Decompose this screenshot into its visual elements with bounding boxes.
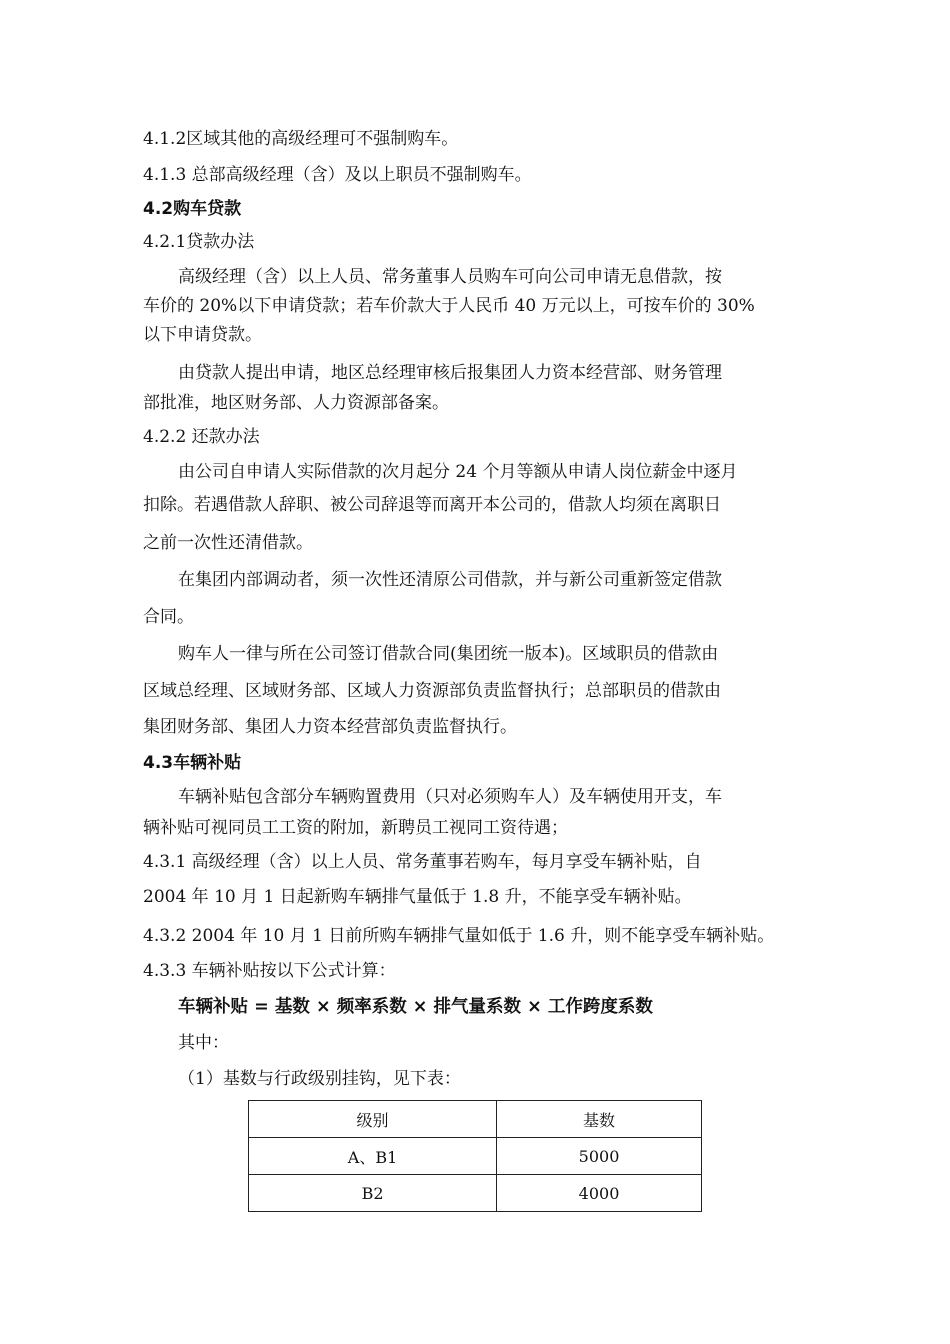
paragraph-text: 车辆补贴包含部分车辆购置费用（只对必须购车人）及车辆使用开支，车	[178, 787, 722, 807]
table-row	[249, 1138, 702, 1175]
paragraph-text: 高级经理（含）以上人员、常务董事人员购车可向公司申请无息借款，按	[178, 267, 722, 287]
formula: 车辆补贴 = 基数 × 频率系数 × 排气量系数 × 工作跨度系数	[178, 997, 653, 1017]
paragraph-text: 以下申请贷款。	[143, 325, 262, 345]
table-cell: A、B1	[249, 1138, 497, 1175]
grade-base-table	[248, 1100, 702, 1212]
table-row	[249, 1175, 702, 1212]
clause-4-3-1: 4.3.1 高级经理（含）以上人员、常务董事若购车，每月享受车辆补贴，自	[143, 852, 702, 872]
paragraph-text: 由公司自申请人实际借款的次月起分 24 个月等额从申请人岗位薪金中逐月	[178, 462, 738, 482]
paragraph-text: 其中：	[178, 1033, 229, 1053]
table-cell: 4000	[497, 1175, 702, 1212]
paragraph-text: 车价的 20%以下申请贷款；若车价款大于人民币 40 万元以上，可按车价的 30%	[143, 296, 755, 316]
paragraph-text: （1）基数与行政级别挂钩，见下表：	[178, 1069, 461, 1089]
paragraph-text: 之前一次性还清借款。	[143, 533, 313, 553]
paragraph-text: 辆补贴可视同员工工资的附加，新聘员工视同工资待遇；	[143, 818, 568, 838]
clause-4-2-1-heading: 4.2.1贷款办法	[143, 232, 255, 252]
paragraph-text: 2004 年 10 月 1 日起新购车辆排气量低于 1.8 升，不能享受车辆补贴。	[143, 887, 692, 907]
clause-4-2-2-heading: 4.2.2 还款办法	[143, 427, 260, 447]
paragraph-text: 合同。	[143, 607, 194, 627]
paragraph-text: 扣除。若遇借款人辞职、被公司辞退等而离开本公司的，借款人均须在离职日	[143, 495, 721, 515]
table-cell: B2	[249, 1175, 497, 1212]
table-header-cell: 级别	[249, 1101, 497, 1138]
table-header-cell: 基数	[497, 1101, 702, 1138]
table-header-row	[249, 1101, 702, 1138]
paragraph-text: 由贷款人提出申请，地区总经理审核后报集团人力资本经营部、财务管理	[178, 363, 722, 383]
paragraph-text: 集团财务部、集团人力资本经营部负责监督执行。	[143, 717, 517, 737]
table-cell: 5000	[497, 1138, 702, 1175]
clause-4-3-3: 4.3.3 车辆补贴按以下公式计算：	[143, 961, 396, 981]
paragraph-text: 购车人一律与所在公司签订借款合同(集团统一版本)。区域职员的借款由	[178, 644, 719, 664]
paragraph-text: 部批准，地区财务部、人力资源部备案。	[143, 393, 449, 413]
clause-4-1-2: 4.1.2区域其他的高级经理可不强制购车。	[143, 129, 459, 149]
paragraph-text: 区域总经理、区域财务部、区域人力资源部负责监督执行；总部职员的借款由	[143, 681, 721, 701]
clause-4-1-3: 4.1.3 总部高级经理（含）及以上职员不强制购车。	[143, 165, 532, 185]
section-heading-4-2: 4.2购车贷款	[143, 199, 242, 219]
clause-4-3-2: 4.3.2 2004 年 10 月 1 日前所购车辆排气量如低于 1.6 升，则不能享受车辆补贴。	[143, 926, 775, 946]
section-heading-4-3: 4.3车辆补贴	[143, 753, 242, 773]
paragraph-text: 在集团内部调动者，须一次性还清原公司借款，并与新公司重新签定借款	[178, 570, 722, 590]
